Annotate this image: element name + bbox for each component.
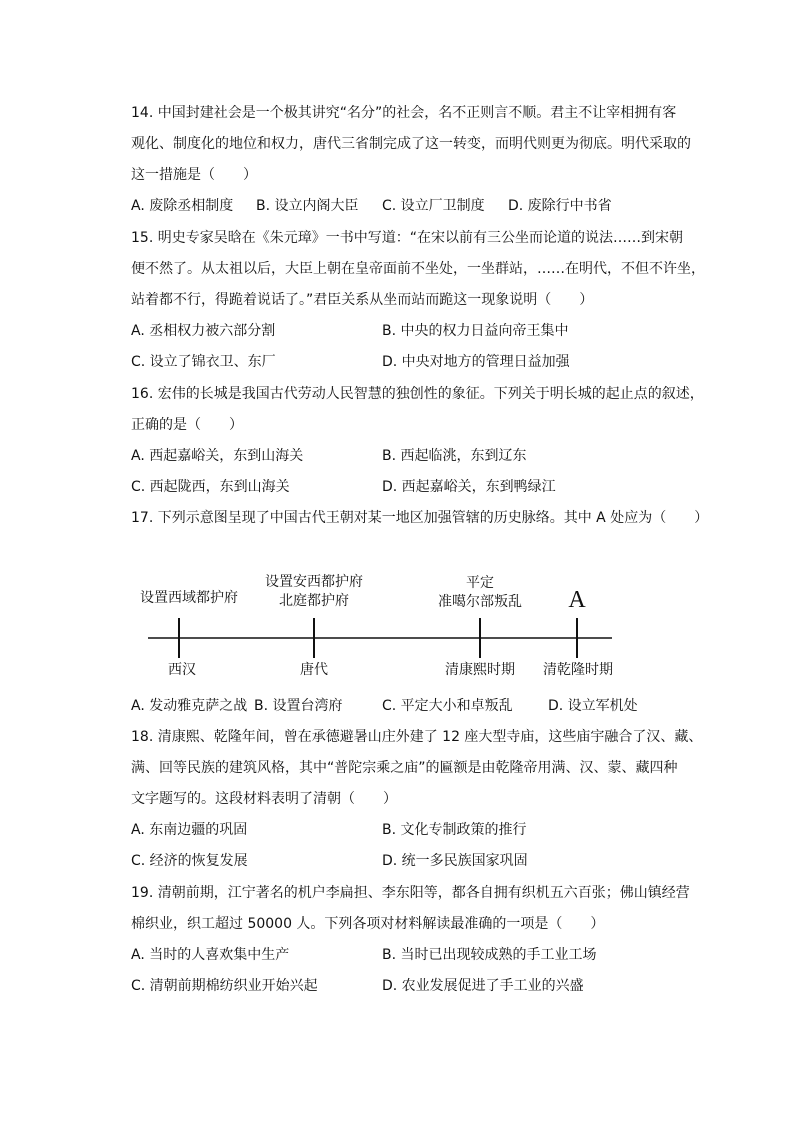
q17-option-c: C. 平定大小和卓叛乱 — [382, 698, 513, 714]
timeline-bottom-label-3: 清康熙时期 — [445, 662, 515, 678]
q14-option-c: C. 设立厂卫制度 — [382, 198, 485, 214]
q16-option-d: D. 西起嘉峪关，东到鸭绿江 — [382, 479, 556, 495]
q15-option-a: A. 丞相权力被六部分割 — [131, 323, 276, 339]
q16-option-a: A. 西起嘉峪关，东到山海关 — [131, 448, 304, 464]
q18-option-d: D. 统一多民族国家巩固 — [382, 853, 528, 869]
q14-option-d: D. 废除行中书省 — [508, 198, 612, 214]
q18-option-a: A. 东南边疆的巩固 — [131, 822, 248, 838]
q18-option-b: B. 文化专制政策的推行 — [382, 822, 527, 838]
q15-option-d: D. 中央对地方的管理日益加强 — [382, 354, 570, 370]
q19-option-c: C. 清朝前期棉纺织业开始兴起 — [131, 978, 318, 994]
q14-line-3: 这一措施是（ ） — [131, 167, 257, 183]
q17-option-a: A. 发动雅克萨之战 — [131, 698, 248, 714]
timeline-bottom-label-2: 唐代 — [300, 662, 328, 678]
q16-line-1: 16. 宏伟的长城是我国古代劳动人民智慧的独创性的象征。下列关于明长城的起止点的叙述， — [131, 386, 704, 402]
timeline-top-label-3b: 准噶尔部叛乱 — [438, 594, 522, 610]
q18-line-3: 文字题写的。这段材料表明了清朝（ ） — [131, 791, 397, 807]
q14-line-2: 观化、制度化的地位和权力，唐代三省制完成了这一转变，而明代则更为彻底。明代采取的 — [131, 136, 691, 152]
q16-option-c: C. 西起陇西，东到山海关 — [131, 479, 290, 495]
q19-line-1: 19. 清朝前期，江宁著名的机户李扁担、李东阳等，都各自拥有织机五六百张；佛山镇经营 — [131, 885, 690, 901]
q15-option-b: B. 中央的权力日益向帝王集中 — [382, 323, 569, 339]
timeline-bottom-label-1: 西汉 — [168, 662, 196, 678]
q17-line-1: 17. 下列示意图呈现了中国古代王朝对某一地区加强管辖的历史脉络。其中 A 处应为（ ） — [131, 510, 709, 526]
timeline-bottom-label-4: 清乾隆时期 — [543, 662, 613, 678]
q16-line-2: 正确的是（ ） — [131, 417, 243, 433]
q19-line-2: 棉织业，织工超过 50000 人。下列各项对材料解读最准确的一项是（ ） — [131, 916, 605, 932]
q19-option-b: B. 当时已出现较成熟的手工业工场 — [382, 947, 597, 963]
q18-option-c: C. 经济的恢复发展 — [131, 853, 248, 869]
q15-line-2: 便不然了。从太祖以后，大臣上朝在皇帝面前不坐处，一坐群站，……在明代，不但不许坐， — [131, 261, 705, 277]
timeline-top-label-1: 设置西域都护府 — [140, 590, 238, 606]
q19-option-a: A. 当时的人喜欢集中生产 — [131, 947, 290, 963]
q18-line-2: 满、回等民族的建筑风格，其中“普陀宗乘之庙”的匾额是由乾隆帝用满、汉、蒙、藏四种 — [131, 760, 678, 776]
timeline-top-label-a: A — [568, 587, 586, 613]
q19-option-d: D. 农业发展促进了手工业的兴盛 — [382, 978, 584, 994]
timeline-top-label-3a: 平定 — [466, 575, 494, 591]
timeline-top-label-2a: 设置安西都护府 — [265, 574, 363, 590]
q17-option-b: B. 设置台湾府 — [254, 698, 343, 714]
q17-option-d: D. 设立军机处 — [548, 698, 638, 714]
q14-line-1: 14. 中国封建社会是一个极其讲究“名分”的社会，名不正则言不顺。君主不让宰相拥有客 — [131, 105, 677, 121]
q14-option-a: A. 废除丞相制度 — [131, 198, 234, 214]
q18-line-1: 18. 清康熙、乾隆年间，曾在承德避暑山庄外建了 12 座大型寺庙，这些庙宇融合了汉、藏、 — [131, 729, 703, 745]
q16-option-b: B. 西起临洮，东到辽东 — [382, 448, 527, 464]
q14-option-b: B. 设立内阁大臣 — [256, 198, 359, 214]
timeline-diagram — [128, 570, 628, 690]
q15-option-c: C. 设立了锦衣卫、东厂 — [131, 354, 276, 370]
timeline-top-label-2b: 北庭都护府 — [279, 593, 349, 609]
q15-line-3: 站着都不行，得跪着说话了。”君臣关系从坐而站而跪这一现象说明（ ） — [131, 292, 594, 308]
q15-line-1: 15. 明史专家吴晗在《朱元璋》一书中写道：“在宋以前有三公坐而论道的说法……到宋朝 — [131, 230, 683, 246]
